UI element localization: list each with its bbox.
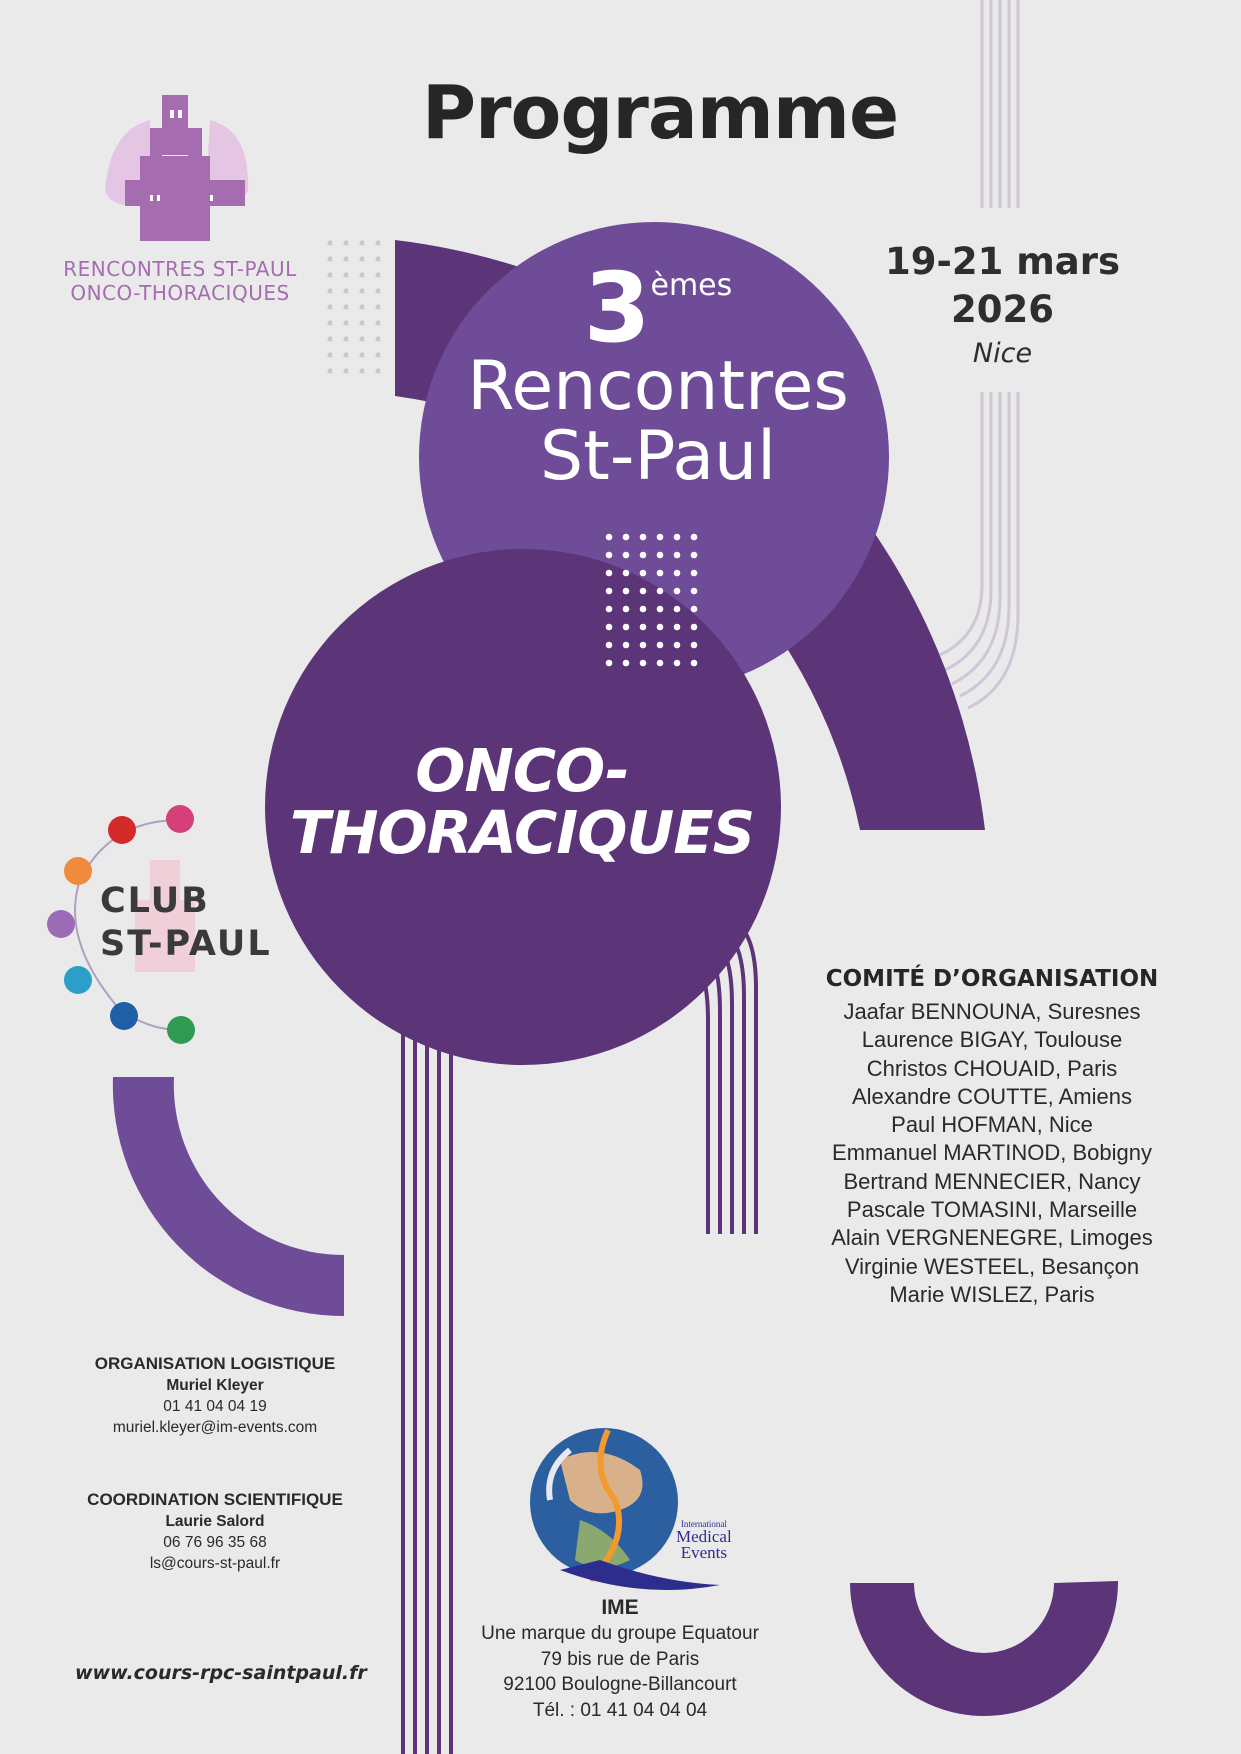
dot: [691, 642, 698, 649]
scientific-email[interactable]: ls@cours-st-paul.fr: [149, 1555, 281, 1572]
logistics-heading: ORGANISATION LOGISTIQUE: [94, 1354, 336, 1373]
dot: [640, 606, 647, 613]
dot: [375, 304, 380, 309]
comite-member: Pascale TOMASINI, Marseille: [846, 1197, 1138, 1223]
dot: [359, 288, 364, 293]
dot: [375, 256, 380, 261]
dot: [657, 660, 664, 667]
dot: [327, 304, 332, 309]
dot: [691, 552, 698, 559]
dot: [674, 534, 681, 541]
dot: [343, 336, 348, 341]
ime-name: IME: [601, 1596, 639, 1619]
dot: [640, 660, 647, 667]
comite-member: Christos CHOUAID, Paris: [866, 1055, 1118, 1081]
comite-section: [812, 966, 1172, 1309]
dot: [623, 624, 630, 631]
dot: [606, 570, 613, 577]
logo-caption: [30, 257, 330, 305]
dot: [359, 272, 364, 277]
dot: [375, 320, 380, 325]
dot: [674, 552, 681, 559]
comite-heading: COMITÉ D’ORGANISATION: [825, 966, 1159, 992]
dot: [375, 288, 380, 293]
dot: [327, 336, 332, 341]
comite-member: Jaafar BENNOUNA, Suresnes: [843, 999, 1141, 1024]
center-vertical-lines: [403, 1030, 451, 1754]
comite-member: Virginie WESTEEL, Besançon: [844, 1253, 1140, 1279]
dot: [691, 660, 698, 667]
dot: [640, 534, 647, 541]
logistics-contact: [70, 1353, 360, 1438]
dot: [674, 606, 681, 613]
logo-caption-line1: RENCONTRES ST-PAUL: [63, 257, 297, 281]
ime-line1: Une marque du groupe Equatour: [481, 1623, 759, 1644]
dot: [657, 552, 664, 559]
logistics-phone: 01 41 04 04 19: [163, 1398, 267, 1415]
dot: [606, 606, 613, 613]
theme-line2: THORACIQUES: [289, 798, 755, 867]
dot: [623, 570, 630, 577]
dot: [343, 256, 348, 261]
event-date: [880, 238, 1125, 374]
edition-heading: [418, 252, 898, 496]
club-line1: CLUB: [100, 881, 210, 921]
dot: [606, 660, 613, 667]
dot: [359, 256, 364, 261]
dot: [691, 570, 698, 577]
comite-member: Laurence BIGAY, Toulouse: [861, 1027, 1123, 1053]
dot: [674, 642, 681, 649]
ime-logo-line2: Events: [680, 1543, 727, 1562]
theme-line1: ONCO-: [415, 736, 629, 805]
dot: [375, 368, 380, 373]
website-link[interactable]: www.cours-rpc-saintpaul.fr: [75, 1662, 367, 1684]
gray-dot-grid: [327, 240, 380, 373]
ime-logo-line1: Medical: [676, 1527, 732, 1546]
dot: [343, 352, 348, 357]
scientific-heading: COORDINATION SCIENTIFIQUE: [87, 1490, 343, 1509]
edition-line2: St-Paul: [540, 417, 776, 496]
dot: [327, 240, 332, 245]
edition-number: 3: [583, 252, 651, 364]
dot: [606, 588, 613, 595]
page-title: Programme: [421, 70, 899, 156]
edition-suffix: èmes: [650, 268, 733, 303]
right-curved-lines: [940, 392, 1018, 708]
dot: [606, 642, 613, 649]
dot: [657, 642, 664, 649]
dot: [606, 552, 613, 559]
logistics-name: Muriel Kleyer: [166, 1377, 264, 1394]
edition-line1: Rencontres: [467, 347, 849, 426]
dot: [623, 642, 630, 649]
left-arc-shape: [113, 1077, 344, 1316]
dot: [674, 660, 681, 667]
dot: [375, 272, 380, 277]
comite-member: Bertrand MENNECIER, Nancy: [843, 1168, 1141, 1194]
dot: [343, 240, 348, 245]
dot: [375, 352, 380, 357]
dot: [359, 240, 364, 245]
ime-logo-small: International: [680, 1519, 727, 1529]
dot: [640, 642, 647, 649]
comite-member: Emmanuel MARTINOD, Bobigny: [832, 1140, 1152, 1166]
bottom-right-arc-shape: [850, 1581, 1118, 1716]
dot: [606, 624, 613, 631]
dot: [691, 624, 698, 631]
scientific-phone: 06 76 96 35 68: [163, 1534, 267, 1551]
dot: [640, 552, 647, 559]
dot: [657, 624, 664, 631]
dot: [640, 588, 647, 595]
event-city: Nice: [972, 338, 1033, 369]
dot: [375, 240, 380, 245]
theme-heading: [272, 736, 772, 867]
scientific-name: Laurie Salord: [165, 1513, 265, 1530]
ime-logo-text: [676, 1519, 732, 1561]
ime-line3: 92100 Boulogne-Billancourt: [503, 1674, 737, 1695]
ime-line4: Tél. : 01 41 04 04 04: [532, 1699, 708, 1721]
dot: [623, 588, 630, 595]
scientific-contact: [70, 1489, 360, 1574]
dot: [674, 588, 681, 595]
dot: [674, 624, 681, 631]
dot: [640, 570, 647, 577]
dot: [674, 570, 681, 577]
dot: [691, 588, 698, 595]
dot: [375, 336, 380, 341]
dot: [657, 588, 664, 595]
dot: [359, 368, 364, 373]
dot: [691, 606, 698, 613]
comite-member: Marie WISLEZ, Paris: [889, 1281, 1095, 1307]
club-name: [100, 880, 272, 966]
dot: [623, 660, 630, 667]
dot: [359, 336, 364, 341]
dot: [623, 534, 630, 541]
logo-caption-line2: ONCO-THORACIQUES: [70, 281, 290, 305]
ime-line2: 79 bis rue de Paris: [540, 1648, 700, 1670]
dot: [343, 368, 348, 373]
dot: [343, 320, 348, 325]
dot: [359, 352, 364, 357]
dot: [343, 304, 348, 309]
event-year: 2026: [951, 288, 1054, 331]
dot: [359, 304, 364, 309]
dot: [623, 606, 630, 613]
dot: [327, 368, 332, 373]
comite-member: Alexandre COUTTE, Amiens: [852, 1083, 1132, 1109]
dot: [657, 534, 664, 541]
club-line2: ST-PAUL: [100, 924, 272, 964]
dot: [327, 352, 332, 357]
earth-globe-icon: [530, 1428, 720, 1590]
dot: [657, 606, 664, 613]
comite-member: Paul HOFMAN, Nice: [891, 1112, 1093, 1138]
logistics-email[interactable]: muriel.kleyer@im-events.com: [112, 1419, 318, 1436]
dot: [640, 624, 647, 631]
dot: [657, 570, 664, 577]
dot: [359, 320, 364, 325]
dot: [343, 288, 348, 293]
comite-member: Alain VERGNENEGRE, Limoges: [831, 1225, 1153, 1251]
ime-address: [470, 1595, 770, 1723]
dot: [343, 272, 348, 277]
dot: [327, 320, 332, 325]
dot: [623, 552, 630, 559]
dot: [691, 534, 698, 541]
event-days: 19-21 mars: [884, 240, 1120, 283]
dot: [606, 534, 613, 541]
